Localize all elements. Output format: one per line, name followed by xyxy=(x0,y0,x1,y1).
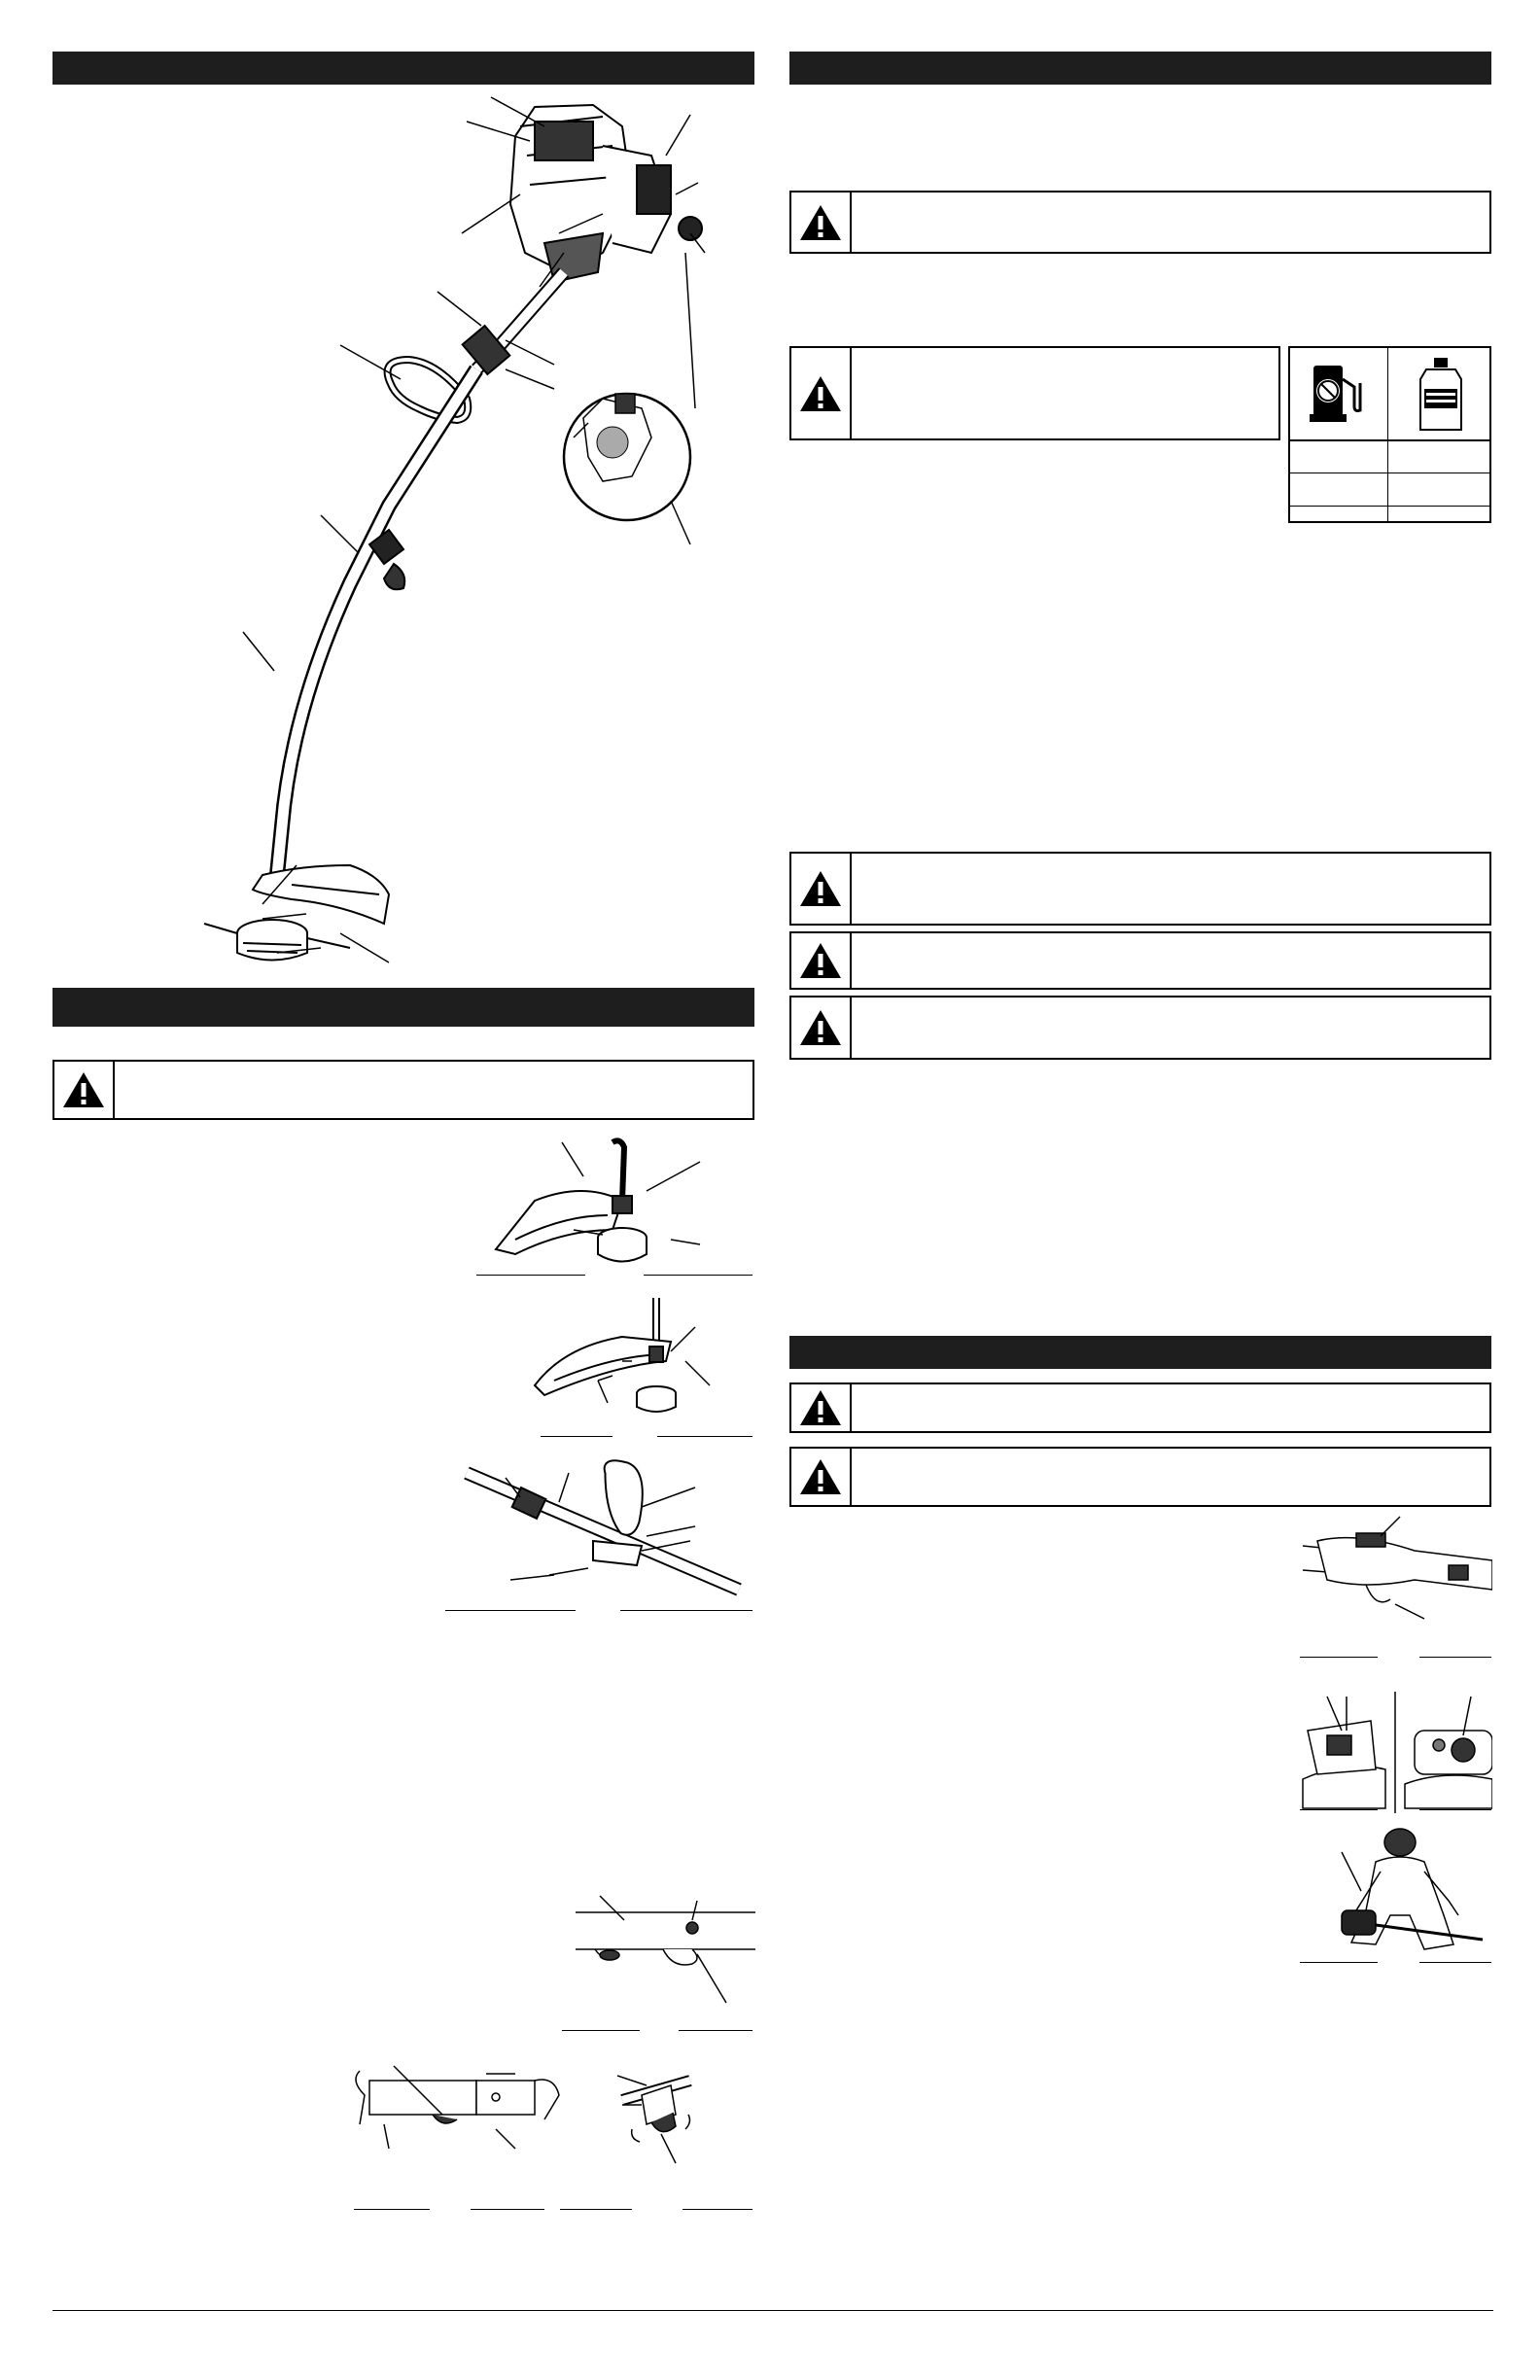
warning-triangle-icon xyxy=(791,192,852,252)
fuel-table-divider-h3 xyxy=(1290,506,1489,507)
warning-triangle-icon xyxy=(791,998,852,1058)
guard-screw-figure xyxy=(525,1288,758,1424)
warning-box-right-1 xyxy=(789,191,1491,254)
warning-box-right-6 xyxy=(789,1382,1491,1433)
figure-caption-rule xyxy=(445,1610,576,1611)
figure-caption-rule xyxy=(1300,1962,1378,1963)
throttle-trigger-figure xyxy=(1298,1512,1492,1638)
figure-caption-rule xyxy=(476,1275,585,1276)
fuel-mix-table xyxy=(1288,346,1491,523)
figure-caption-rule xyxy=(657,1436,752,1437)
guard-assembly-figure xyxy=(476,1133,758,1278)
coupler-knob-figure xyxy=(603,2056,749,2183)
coupler-alignment-figure xyxy=(566,1881,760,2017)
warning-triangle-icon xyxy=(791,933,852,988)
primer-choke-figure xyxy=(1298,1692,1492,1813)
oil-bottle-icon xyxy=(1409,356,1473,438)
warning-triangle-icon xyxy=(54,1062,115,1118)
section-bar-left-mid xyxy=(52,988,754,1027)
warning-box-right-7 xyxy=(789,1447,1491,1507)
figure-caption-rule xyxy=(1300,1657,1378,1658)
warning-box-right-2 xyxy=(789,346,1280,440)
trimmer-overview-illustration xyxy=(146,88,729,982)
section-bar-left-top xyxy=(52,52,754,85)
warning-box-left xyxy=(52,1060,754,1120)
warning-triangle-icon xyxy=(791,854,852,924)
figure-caption-rule xyxy=(1419,1657,1491,1658)
figure-caption-rule xyxy=(354,2209,430,2210)
page-footer-rule xyxy=(52,2310,1493,2311)
figure-caption-rule xyxy=(644,1275,752,1276)
figure-caption-rule xyxy=(682,2209,752,2210)
warning-box-right-5 xyxy=(789,996,1491,1060)
figure-caption-rule xyxy=(471,2209,544,2210)
figure-caption-rule xyxy=(1300,1809,1378,1810)
warning-box-right-4 xyxy=(789,931,1491,990)
d-handle-assembly-figure xyxy=(438,1453,758,1614)
section-bar-right-top xyxy=(789,52,1491,85)
coupler-insert-figure xyxy=(350,2056,564,2178)
figure-caption-rule xyxy=(1419,1962,1491,1963)
figure-caption-rule xyxy=(679,2030,752,2031)
warning-triangle-icon xyxy=(791,1384,852,1431)
fuel-table-divider-h1 xyxy=(1290,439,1489,441)
figure-caption-rule xyxy=(560,2209,632,2210)
figure-caption-rule xyxy=(620,1610,752,1611)
warning-triangle-icon xyxy=(791,1449,852,1505)
fuel-table-divider-v xyxy=(1387,348,1388,521)
figure-caption-rule xyxy=(562,2030,640,2031)
warning-box-right-3 xyxy=(789,852,1491,926)
warning-triangle-icon xyxy=(791,348,852,438)
section-bar-right-mid xyxy=(789,1336,1491,1369)
fuel-table-divider-h2 xyxy=(1290,472,1489,473)
no-fuel-pump-icon xyxy=(1306,360,1374,433)
figure-caption-rule xyxy=(1419,1809,1491,1810)
starting-position-figure xyxy=(1298,1818,1492,1959)
figure-caption-rule xyxy=(541,1436,612,1437)
